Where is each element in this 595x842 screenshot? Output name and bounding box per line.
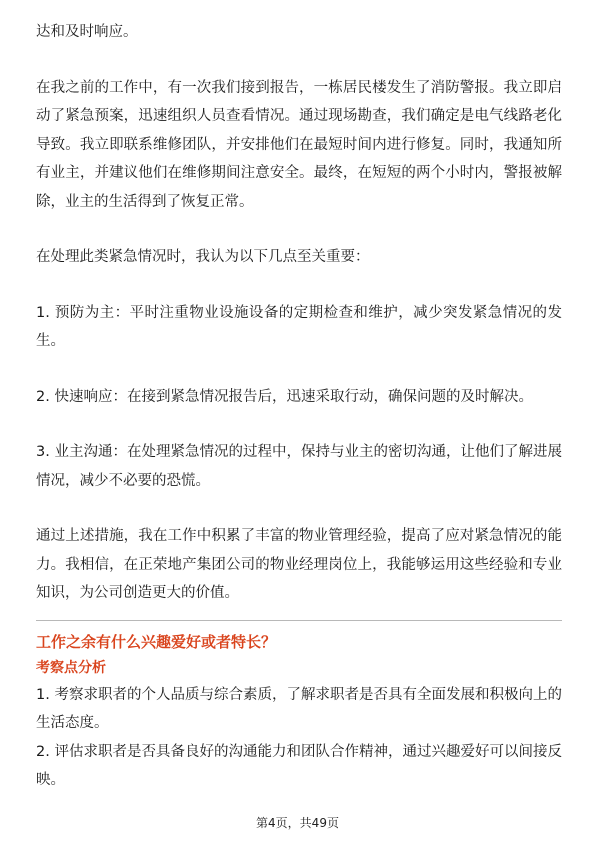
paragraph-experience: 在我之前的工作中，有一次我们接到报告，一栋居民楼发生了消防警报。我立即启动了紧急预案，迅速组织人员查看情况。通过现场勘查，我们确定是电气线路老化导致。我立即联系维修团队，并安排他们在最短时间内进行修复。同时，我通知所有业主，并建议他们在维修期间注意安全。最终，在短短的两个小时内，警报被解除，业主的生活得到了恢复正常。 <box>36 79 562 210</box>
list-item-fast-response: 2. 快速响应：在接到紧急情况报告后，迅速采取行动，确保问题的及时解决。 <box>36 388 533 405</box>
page-footer: 第4页，共49页 <box>256 816 339 830</box>
section-divider <box>36 620 562 621</box>
analysis-point: 2. 评估求职者是否具备良好的沟通能力和团队合作精神，通过兴趣爱好可以间接反映。 <box>36 743 562 788</box>
paragraph-conclusion: 通过上述措施，我在工作中积累了丰富的物业管理经验，提高了应对紧急情况的能力。我相信，在正荣地产集团公司的物业经理岗位上，我能够运用这些经验和专业知识，为公司创造更大的价值。 <box>36 528 562 601</box>
question-title: 工作之余有什么兴趣爱好或者特长？ <box>36 632 277 651</box>
list-item-prevention: 1. 预防为主：平时注重物业设施设备的定期检查和维护，减少突发紧急情况的发生。 <box>36 304 562 349</box>
analysis-heading: 考察点分析 <box>36 659 106 676</box>
document-page <box>36 18 562 795</box>
analysis-point: 1. 考察求职者的个人品质与综合素质，了解求职者是否具有全面发展和积极向上的生活态度。 <box>36 686 562 731</box>
paragraph-continuation: 达和及时响应。 <box>36 24 138 40</box>
list-item-owner-communication: 3. 业主沟通：在处理紧急情况的过程中，保持与业主的密切沟通，让他们了解进展情况，减少不必要的恐慌。 <box>36 444 562 489</box>
paragraph-key-points-intro: 在处理此类紧急情况时，我认为以下几点至关重要： <box>36 249 370 265</box>
